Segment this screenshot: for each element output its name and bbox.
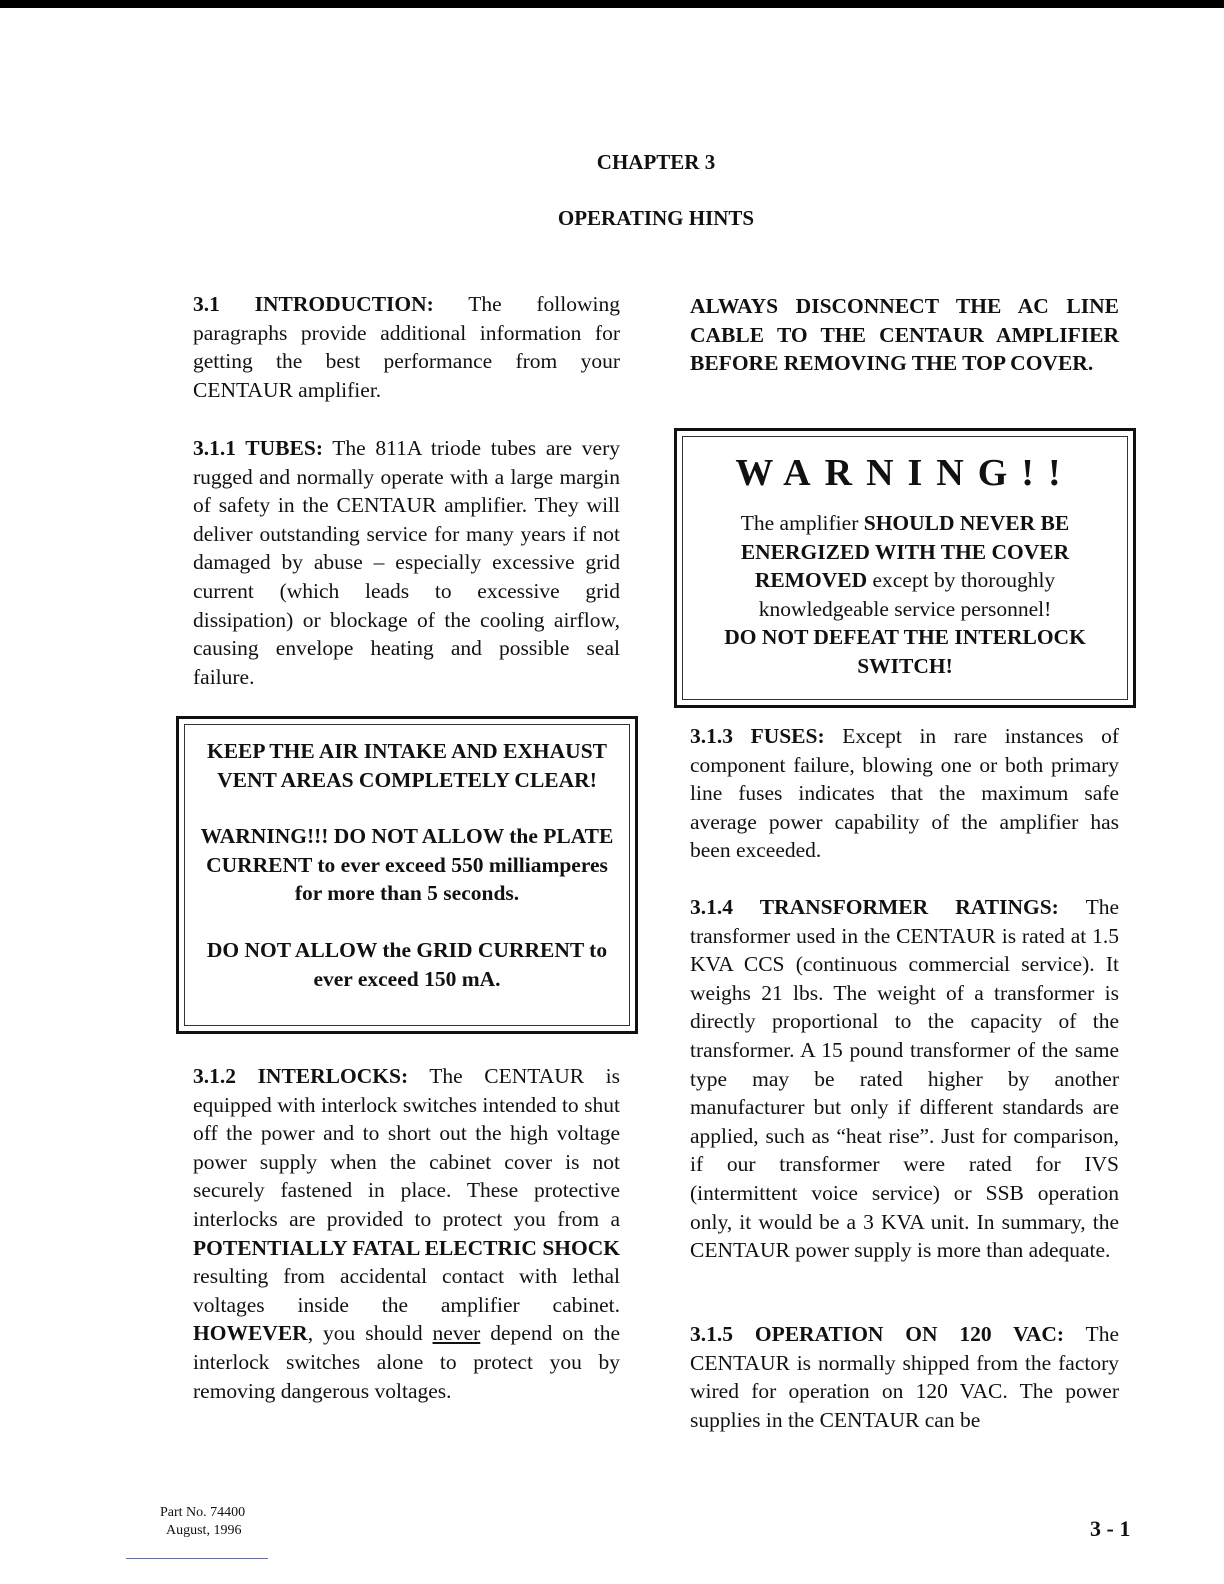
page-number: 3 - 1 [1090, 1516, 1131, 1541]
airflow-notice: KEEP THE AIR INTAKE AND EXHAUST VENT AREAS COMPLETELY CLEAR! [206, 739, 608, 792]
interlocks-bold-shock: POTENTIALLY FATAL ELECTRIC SHOCK [193, 1235, 620, 1260]
transformer-text: The transformer used in the CENTAUR is rated at 1.5 KVA CCS (continuous commercial service). It weighs 21 lbs. The weight of a transformer is directly proportional to the capacity of the transformer. A 15 pound transformer of the same type may be rated higher by another manufacturer but only if different standards are applied, such as “heat rise”. Just for comparison, if our transformer were rated for IVS (intermittent voice service) or SSB operation only, it would be a 3 KVA unit. In summary, the CENTAUR power supply is more than adequate. [690, 895, 1119, 1263]
section-fuses [690, 722, 1119, 865]
section-operation-120vac [690, 1320, 1119, 1434]
warning-body [697, 509, 1113, 681]
warning-title: WARNING!! [735, 452, 1075, 494]
warning-text-1: The amplifier [740, 511, 864, 535]
interlocks-text-3: , you should [307, 1321, 433, 1346]
interlocks-underline-never: never [432, 1321, 481, 1346]
publication-date: August, 1996 [166, 1523, 242, 1538]
tubes-text: The 811A triode tubes are very rugged and normally operate with a large margin of safety in the CENTAUR amplifier. They will deliver outstanding service for many years if not damaged by abuse – especially excessive grid current (which leads to excessive grid dissipation) or blockage of the cooling airflow, causing envelope heating and possible seal failure. [193, 436, 620, 689]
transformer-heading: 3.1.4 TRANSFORMER RATINGS: [690, 895, 1059, 919]
section-introduction [193, 290, 620, 404]
operation-heading: 3.1.5 OPERATION ON 120 VAC: [690, 1322, 1065, 1346]
chapter-number: CHAPTER 3 [596, 150, 716, 174]
grid-current-warning: DO NOT ALLOW the GRID CURRENT to ever exceed 150 mA. [206, 937, 608, 991]
part-number: Part No. 74400 [160, 1505, 246, 1520]
fuses-heading: 3.1.3 FUSES: [690, 724, 825, 748]
operation-text: The CENTAUR is normally shipped from the factory wired for operation on 120 VAC. The power supplies in the CENTAUR can be [690, 1322, 1119, 1432]
interlocks-bold-however: HOWEVER [193, 1321, 308, 1346]
top-border [0, 0, 1224, 8]
interlocks-text-4: depend on the interlock switches alone to protect you by removing dangerous voltages. [193, 1321, 621, 1403]
disconnect-notice: ALWAYS DISCONNECT THE AC LINE CABLE TO THE CENTAUR AMPLIFIER BEFORE REMOVING THE TOP COVER. [690, 294, 1119, 376]
introduction-heading: 3.1 INTRODUCTION: [193, 292, 434, 316]
chapter-title: OPERATING HINTS [557, 206, 755, 230]
cover-warning-box [674, 428, 1136, 708]
footer-info [160, 1504, 245, 1540]
warning-text-2: except by thoroughly knowledgeable service personnel! [758, 568, 1056, 621]
warning-bold-energized: SHOULD NEVER BE ENERGIZED WITH THE COVER REMOVED [740, 511, 1070, 593]
airflow-warning-box [176, 716, 638, 1034]
section-tubes [193, 434, 620, 691]
fuses-text: Except in rare instances of component failure, blowing one or both primary line fuses indicates that the maximum safe average power capability of the amplifier has been exceeded. [690, 724, 1119, 863]
section-interlocks [193, 1062, 620, 1405]
interlocks-text-1: The CENTAUR is equipped with interlock switches intended to shut off the power and to short out the high voltage power supply when the cabinet cover is not securely fastened in place. These protective interlocks are provided to protect you from a [193, 1064, 620, 1231]
interlocks-text-2: resulting from accidental contact with lethal voltages inside the amplifier cabinet. [193, 1264, 620, 1317]
interlocks-heading: 3.1.2 INTERLOCKS: [193, 1064, 409, 1088]
tubes-heading: 3.1.1 TUBES: [193, 436, 323, 460]
scan-mark-line [126, 1558, 268, 1559]
plate-current-warning: WARNING!!! DO NOT ALLOW the PLATE CURRENT to ever exceed 550 milliamperes for more than 5 seconds. [200, 824, 614, 906]
section-transformer-ratings [690, 893, 1119, 1265]
introduction-text: The following paragraphs provide additional information for getting the best performance from your CENTAUR amplifier. [193, 292, 620, 402]
warning-bold-interlock: DO NOT DEFEAT THE INTERLOCK SWITCH! [724, 625, 1086, 678]
